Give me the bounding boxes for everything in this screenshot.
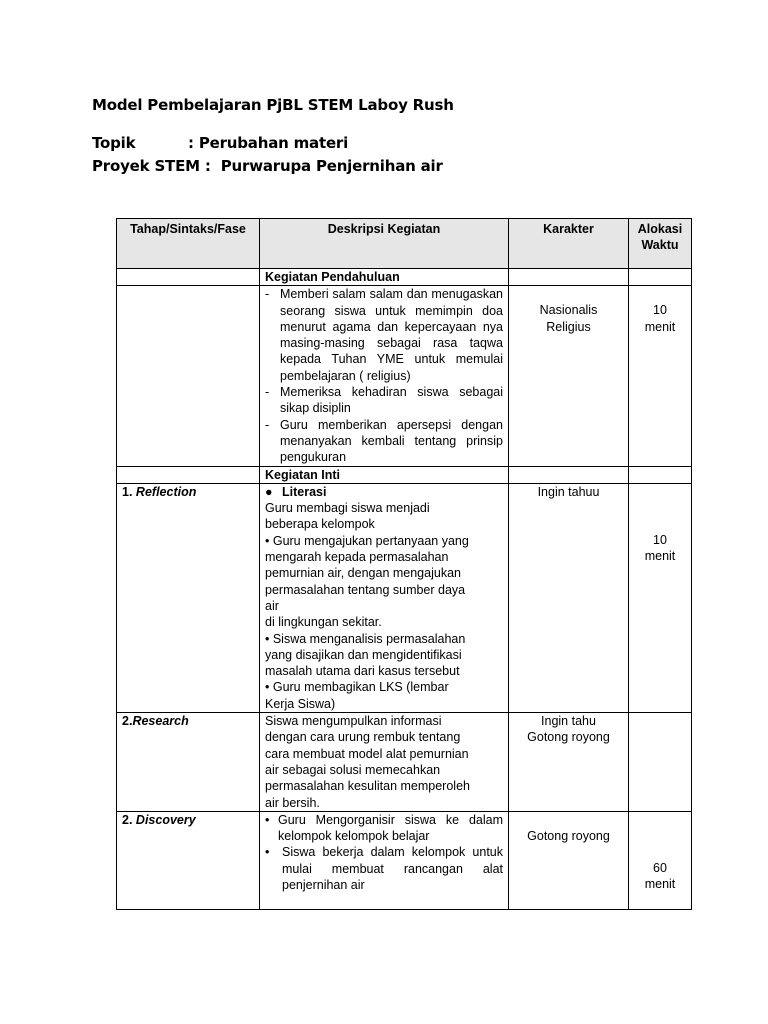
stage-research: 2.Research	[117, 713, 260, 812]
list-item: • Guru Mengorganisir siswa ke dalam kelompok kelompok belajar	[265, 812, 503, 844]
section-row-inti	[117, 466, 692, 483]
karakter-cell: Nasionalis Religius	[509, 286, 629, 466]
karakter-cell: Gotong royong	[509, 811, 629, 909]
list-item: - Guru memberikan apersepsi dengan menanyakan kembali tentang prinsip pengukuran	[265, 417, 503, 465]
description-cell	[260, 286, 509, 466]
list-item: - Memberi salam salam dan menugaskan seorang siswa untuk memimpin doa menurut agama dan kepercayaan nya masing-masing sebagai rasa taqwa kepada Tuhan YME untuk memulai pembelajaran ( religius)	[265, 287, 503, 383]
proyek-value: Purwarupa Penjernihan air	[220, 157, 443, 175]
column-header: Tahap/Sintaks/Fase	[117, 219, 260, 269]
proyek-label: Proyek STEM :	[92, 157, 211, 175]
table-row-discovery	[117, 811, 692, 909]
table-row-pendahuluan	[117, 286, 692, 466]
description-cell: ● Literasi Guru membagi siswa menjadi beberapa kelompok • Guru mengajukan pertanyaan yang mengarah kepada permasalahan pemurnian air, dengan mengajukan permasalahan tentang sumber daya air di lingkungan sekitar. • Siswa menganalisis permasalahan yang disajikan dan mengidentifikasi masalah utama dari kasus tersebut • Guru membagikan LKS (lembar Kerja Siswa)	[260, 483, 509, 712]
table-header-row	[117, 219, 692, 269]
waktu-cell: 60 menit	[629, 811, 692, 909]
section-row-pendahuluan	[117, 269, 692, 286]
column-header: Karakter	[509, 219, 629, 269]
stage-discovery: 2. Discovery	[117, 811, 260, 909]
topik-label: Topik	[92, 134, 136, 152]
lesson-table	[116, 218, 692, 910]
section-label: Kegiatan Inti	[260, 466, 509, 483]
karakter-cell: Ingin tahuu	[509, 483, 629, 712]
section-label: Kegiatan Pendahuluan	[260, 269, 509, 286]
column-header: Deskripsi Kegiatan	[260, 219, 509, 269]
column-header: Alokasi Waktu	[629, 219, 692, 269]
waktu-cell: 10 menit	[629, 286, 692, 466]
document-title: Model Pembelajaran PjBL STEM Laboy Rush	[92, 96, 454, 114]
description-cell	[260, 811, 509, 909]
waktu-cell: 10 menit	[629, 483, 692, 712]
stage-reflection: 1. Reflection	[117, 483, 260, 712]
waktu-cell	[629, 713, 692, 812]
description-cell: Siswa mengumpulkan informasi dengan cara urung rembuk tentang cara membuat model alat pemurnian air sebagai solusi memecahkan permasalahan kesulitan memperoleh air bersih.	[260, 713, 509, 812]
karakter-cell: Ingin tahu Gotong royong	[509, 713, 629, 812]
list-item: • Siswa bekerja dalam kelompok untuk mulai membuat rancangan alat penjernihan air	[265, 845, 503, 892]
proyek-line	[92, 157, 443, 175]
list-item: - Memeriksa kehadiran siswa sebagai sikap disiplin	[265, 385, 503, 416]
table-row-research	[117, 713, 692, 812]
table-row-reflection	[117, 483, 692, 712]
topik-value: : Perubahan materi	[188, 134, 349, 152]
topik-line	[92, 134, 348, 152]
